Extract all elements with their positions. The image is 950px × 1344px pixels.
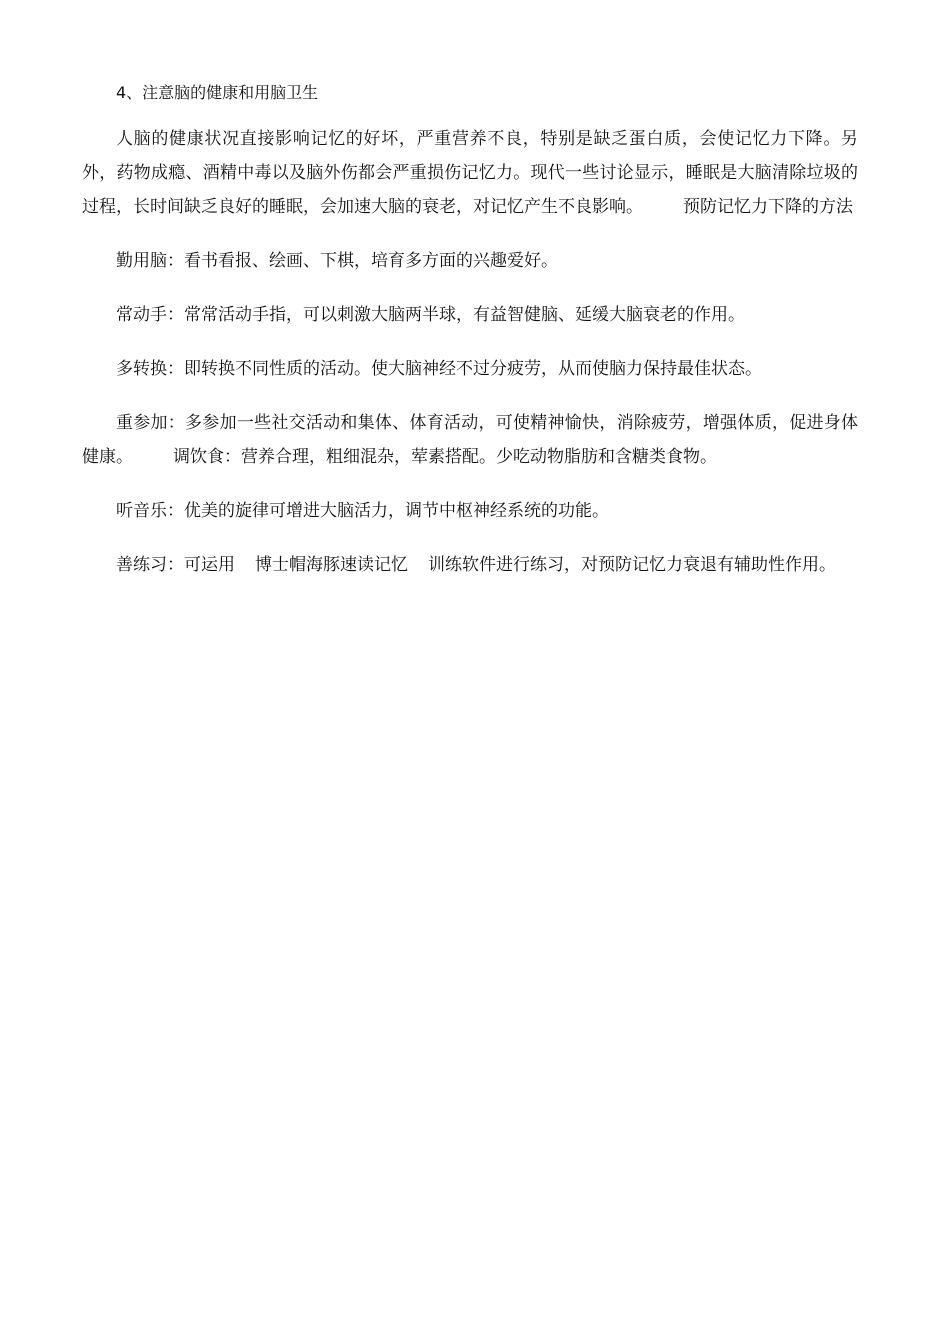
item-practice-text-a: 善练习：可运用 (116, 555, 235, 575)
section-heading: 4、注意脑的健康和用脑卫生 (116, 83, 319, 102)
item-move-hands: 常动手：常常活动手指，可以刺激大脑两半球，有益智健脑、延缓大脑衰老的作用。 (116, 305, 745, 325)
prevention-subheading: 预防记忆力下降的方法 (683, 197, 853, 217)
software-name: 博士帽海豚速读记忆 (255, 555, 408, 575)
item-use-brain: 勤用脑：看书看报、绘画、下棋，培育多方面的兴趣爱好。 (116, 251, 558, 271)
item-switch-activities: 多转换：即转换不同性质的活动。使大脑神经不过分疲劳，从而使脑力保持最佳状态。 (116, 359, 762, 379)
item-practice (82, 548, 858, 582)
item-music: 听音乐：优美的旋律可增进大脑活力，调节中枢神经系统的功能。 (116, 501, 609, 521)
item-participate-text: 重参加：多参加一些社交活动和集体、体育活动，可使精神愉快，消除疲劳，增强体质，促进身体健康。 (82, 413, 858, 467)
item-participate (82, 406, 858, 474)
intro-paragraph (82, 122, 858, 224)
intro-text: 人脑的健康状况直接影响记忆的好坏，严重营养不良，特别是缺乏蛋白质，会使记忆力下降。另外，药物成瘾、酒精中毒以及脑外伤都会严重损伤记忆力。现代一些讨论显示，睡眠是大脑清除垃圾的过程，长时间缺乏良好的睡眠，会加速大脑的衰老，对记忆产生不良影响。 (82, 129, 858, 217)
item-diet-text: 调饮食：营养合理，粗细混杂，荤素搭配。少吃动物脂肪和含糖类食物。 (173, 447, 717, 467)
item-practice-text-c: 训练软件进行练习，对预防记忆力衰退有辅助性作用。 (428, 555, 836, 575)
